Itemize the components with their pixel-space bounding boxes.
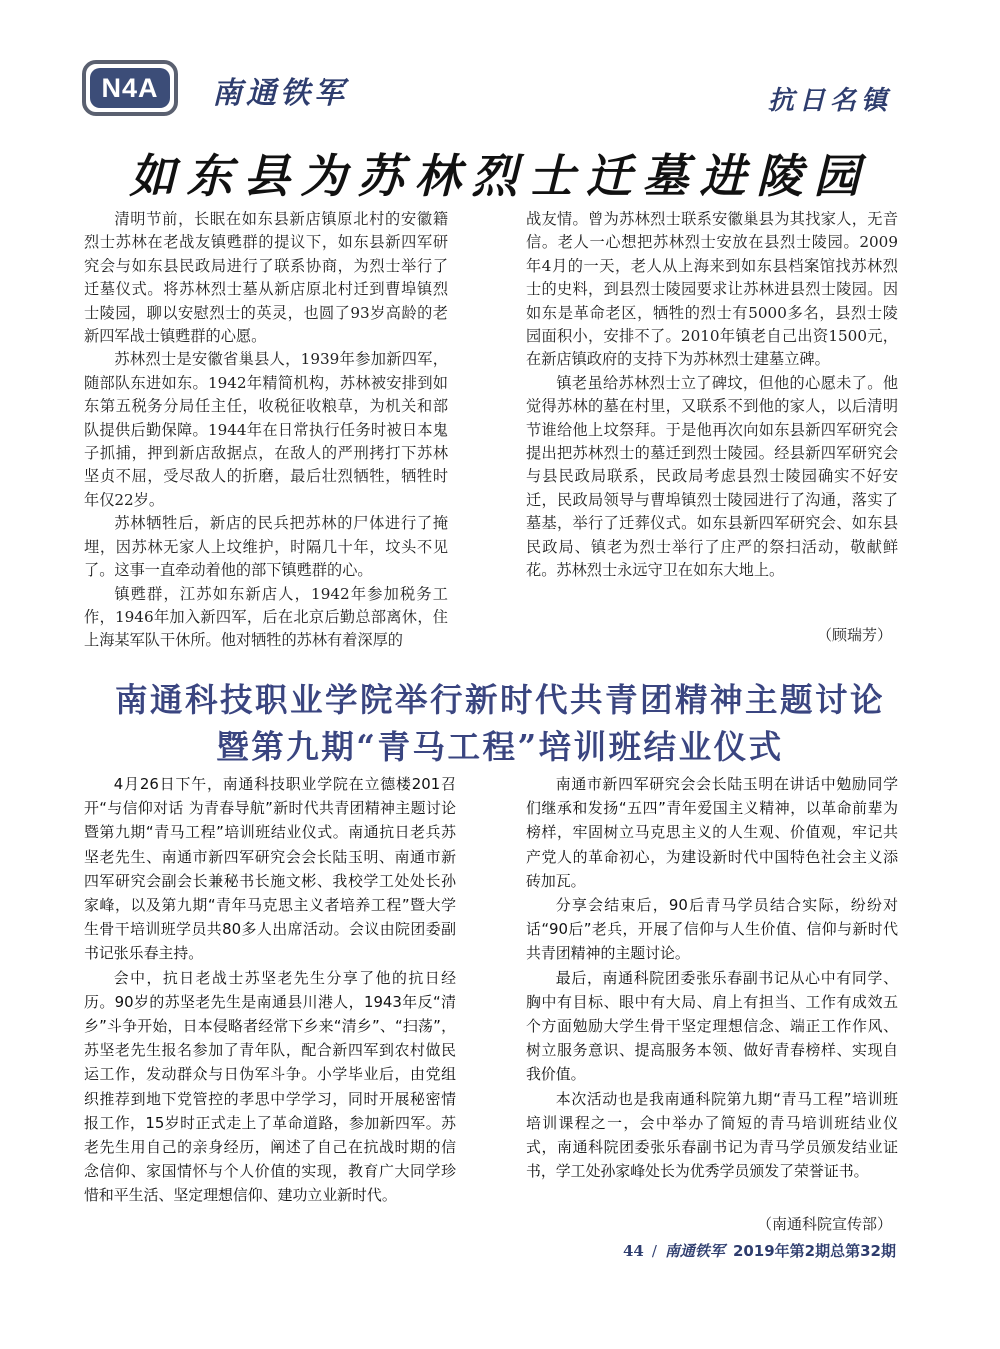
article2-title-line1: 南通科技职业学院举行新时代共青团精神主题讨论 [114, 680, 885, 719]
article2-paragraph: 南通市新四军研究会会长陆玉明在讲话中勉励同学们继承和发扬“五四”青年爱国主义精神，以革命前辈为榜样，牢固树立马克思主义的人生观、价值观，牢记共产党人的革命初心，为建设新时代中国特色社会主义添砖加瓦。 [526, 775, 898, 890]
article1-column-right [526, 208, 898, 583]
article2-paragraph: 会中，抗日老战士苏坚老先生分享了他的抗日经历。90岁的苏坚老先生是南通县川港人，1943年反“清乡”斗争开始，日本侵略者经常下乡来“清乡”、“扫荡”，苏坚老先生报名参加了青年队，配合新四军到农村做民运工作，发动群众与日伪军斗争。小学毕业后，由党组织推荐到地下党管控的孝思中学学习，同时开展秘密情报工作，15岁时正式走上了革命道路，参加新四军。苏老先生用自己的亲身经历，阐述了自己在抗战时期的信念信仰、家国情怀与个人价值的实现，教育广大同学珍惜和平生活、坚定理想信仰、建功立业新时代。 [84, 968, 456, 1205]
article2-column-left [84, 772, 456, 1208]
page-number: 44 [622, 1241, 644, 1260]
issue-info: 2019年第2期总第32期 [732, 1242, 896, 1260]
article1-paragraph: 镇老虽给苏林烈士立了碑坟，但他的心愿未了。他觉得苏林的墓在村里，又联系不到他的家人，以后清明节谁给他上坟祭拜。于是他再次向如东县新四军研究会提出把苏林烈士的墓迁到烈士陵园。经县新四军研究会与县民政局联系，民政局考虑县烈士陵园确实不好安迁，民政局领导与曹埠镇烈士陵园进行了沟通，落实了墓基，举行了迁葬仪式。如东县新四军研究会、如东县民政局、镇老为烈士举行了庄严的祭扫活动，敬献鲜花。苏林烈士永远守卫在如东大地上。 [526, 373, 898, 580]
article2-paragraph: 4月26日下午，南通科技职业学院在立德楼201召开“与信仰对话 为青春导航”新时代共青团精神主题讨论暨第九期“青马工程”培训班结业仪式。南通抗日老兵苏坚老先生、南通市新四军研究会会长陆玉明、南通市新四军研究会副会长兼秘书长施文彬、我校学工处处长孙家峰，以及第九期“青年马克思主义者培养工程”暨大学生骨干培训班学员共80多人出席活动。会议由院团委副书记张乐春主持。 [84, 775, 456, 963]
article1-paragraph: 镇甦群，江苏如东新店人，1942年参加税务工作，1946年加入新四军，后在北京后勤总部离休，住上海某军队干休所。他对牺牲的苏林有着深厚的 [84, 584, 448, 650]
article1-paragraph: 苏林烈士是安徽省巢县人，1939年参加新四军，随部队东进如东。1942年精简机构，苏林被安排到如东第五税务分局任主任，收税征收粮草，为机关和部队提供后勤保障。1944年在日常执行任务时被日本鬼子抓捕，押到新店敌据点，在敌人的严刑拷打下苏林坚贞不屈，受尽敌人的折磨，最后壮烈牺牲，牺牲时年仅22岁。 [84, 350, 448, 509]
n4a-logo-text: N4A [90, 68, 170, 108]
article1-title: 如东县为苏林烈士迁墓进陵园 [129, 149, 871, 203]
n4a-logo [82, 60, 178, 116]
article1-author: （顾瑞芳） [816, 626, 892, 644]
article2-title-line2: 暨第九期“青马工程”培训班结业仪式 [216, 727, 784, 766]
article2-column-right [526, 772, 898, 1183]
page-footer [623, 1240, 896, 1261]
article2-author: （南通科院宣传部） [756, 1215, 892, 1233]
article1-paragraph: 清明节前，长眠在如东县新店镇原北村的安徽籍烈士苏林在老战友镇甦群的提议下，如东县新四军研究会与如东县民政局进行了联系协商，为烈士举行了迁墓仪式。将苏林烈士墓从新店原北村迁到曹埠镇烈士陵园，聊以安慰烈士的英灵，也圆了93岁高龄的老新四军战士镇甦群的心愿。 [84, 210, 448, 346]
footer-magazine-name: 南通铁军 [664, 1242, 725, 1260]
article1-paragraph: 苏林牺牲后，新店的民兵把苏林的尸体进行了掩埋，因苏林无家人上坟维护，时隔几十年，坟头不见了。这事一直牵动着他的部下镇甦群的心。 [84, 514, 448, 580]
article2-paragraph: 最后，南通科院团委张乐春副书记从心中有同学、胸中有目标、眼中有大局、肩上有担当、工作有成效五个方面勉励大学生骨干坚定理想信念、端正工作作风、树立服务意识、提高服务本领、做好青春榜样、实现自我价值。 [526, 968, 898, 1084]
footer-separator: / [651, 1241, 657, 1260]
section-label: 抗日名镇 [767, 86, 892, 116]
magazine-name: 南通铁军 [212, 76, 348, 111]
article1-paragraph: 战友情。曾为苏林烈士联系安徽巢县为其找家人，无音信。老人一心想把苏林烈士安放在县烈士陵园。2009年4月的一天，老人从上海来到如东县档案馆找苏林烈士的史料，到县烈士陵园要求让苏林进县烈士陵园。因如东是革命老区，牺牲的烈士有5000多名，县烈士陵园面积小，安排不了。2010年镇老自己出资1500元，在新店镇政府的支持下为苏林烈士建墓立碑。 [526, 210, 898, 369]
article1-column-left [84, 208, 448, 653]
article2-paragraph: 分享会结束后，90后青马学员结合实际，纷纷对话“90后”老兵，开展了信仰与人生价值、信仰与新时代共青团精神的主题讨论。 [526, 896, 898, 963]
article2-paragraph: 本次活动也是我南通科院第九期“青马工程”培训班培训课程之一，会中举办了简短的青马培训班结业仪式，南通科院团委张乐春副书记为青马学员颁发结业证书，学工处孙家峰处长为优秀学员颁发了荣誉证书。 [526, 1089, 898, 1181]
